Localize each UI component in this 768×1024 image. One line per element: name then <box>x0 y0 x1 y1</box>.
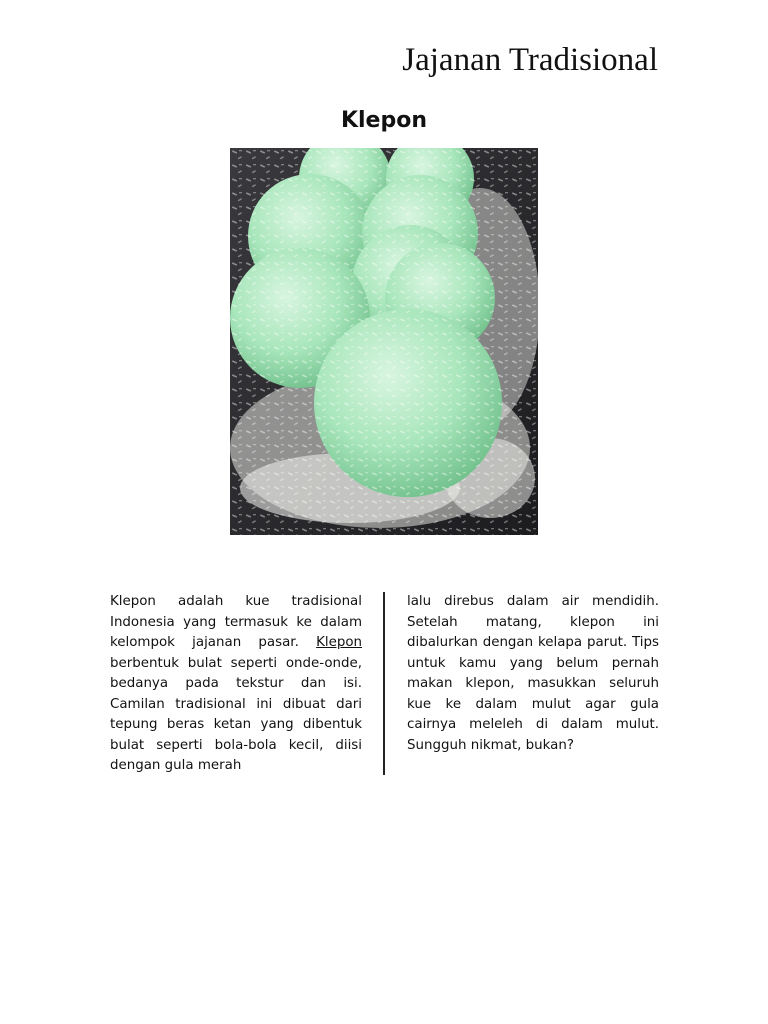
left-text-part2: berbentuk bulat seperti onde-onde, bedanya pada tekstur dan isi. Camilan tradisional ini dibuat dari tepung beras ketan yang dibentuk bulat seperti bola-bola kecil, diisi dengan gula merah <box>110 655 362 773</box>
column-divider <box>383 592 385 775</box>
article-title: Klepon <box>340 108 428 133</box>
article-text-left-column <box>110 592 362 777</box>
klepon-photo <box>230 148 538 535</box>
page-header-title: Jajanan Tradisional <box>402 42 658 78</box>
right-text: lalu direbus dalam air mendidih. Setelah matang, klepon ini dibalurkan dengan kelapa parut. Tips untuk kamu yang belum pernah makan klepon, masukkan seluruh kue ke dalam mulut agar gula cairnya meleleh di dalam mulut. Sungguh nikmat, bukan? <box>407 594 659 753</box>
left-text-part1: Klepon adalah kue tradisional Indonesia yang termasuk ke dalam kelompok jajanan pasar. <box>110 594 362 650</box>
article-text-right-column <box>407 592 659 756</box>
klepon-link[interactable]: Klepon <box>316 635 362 650</box>
